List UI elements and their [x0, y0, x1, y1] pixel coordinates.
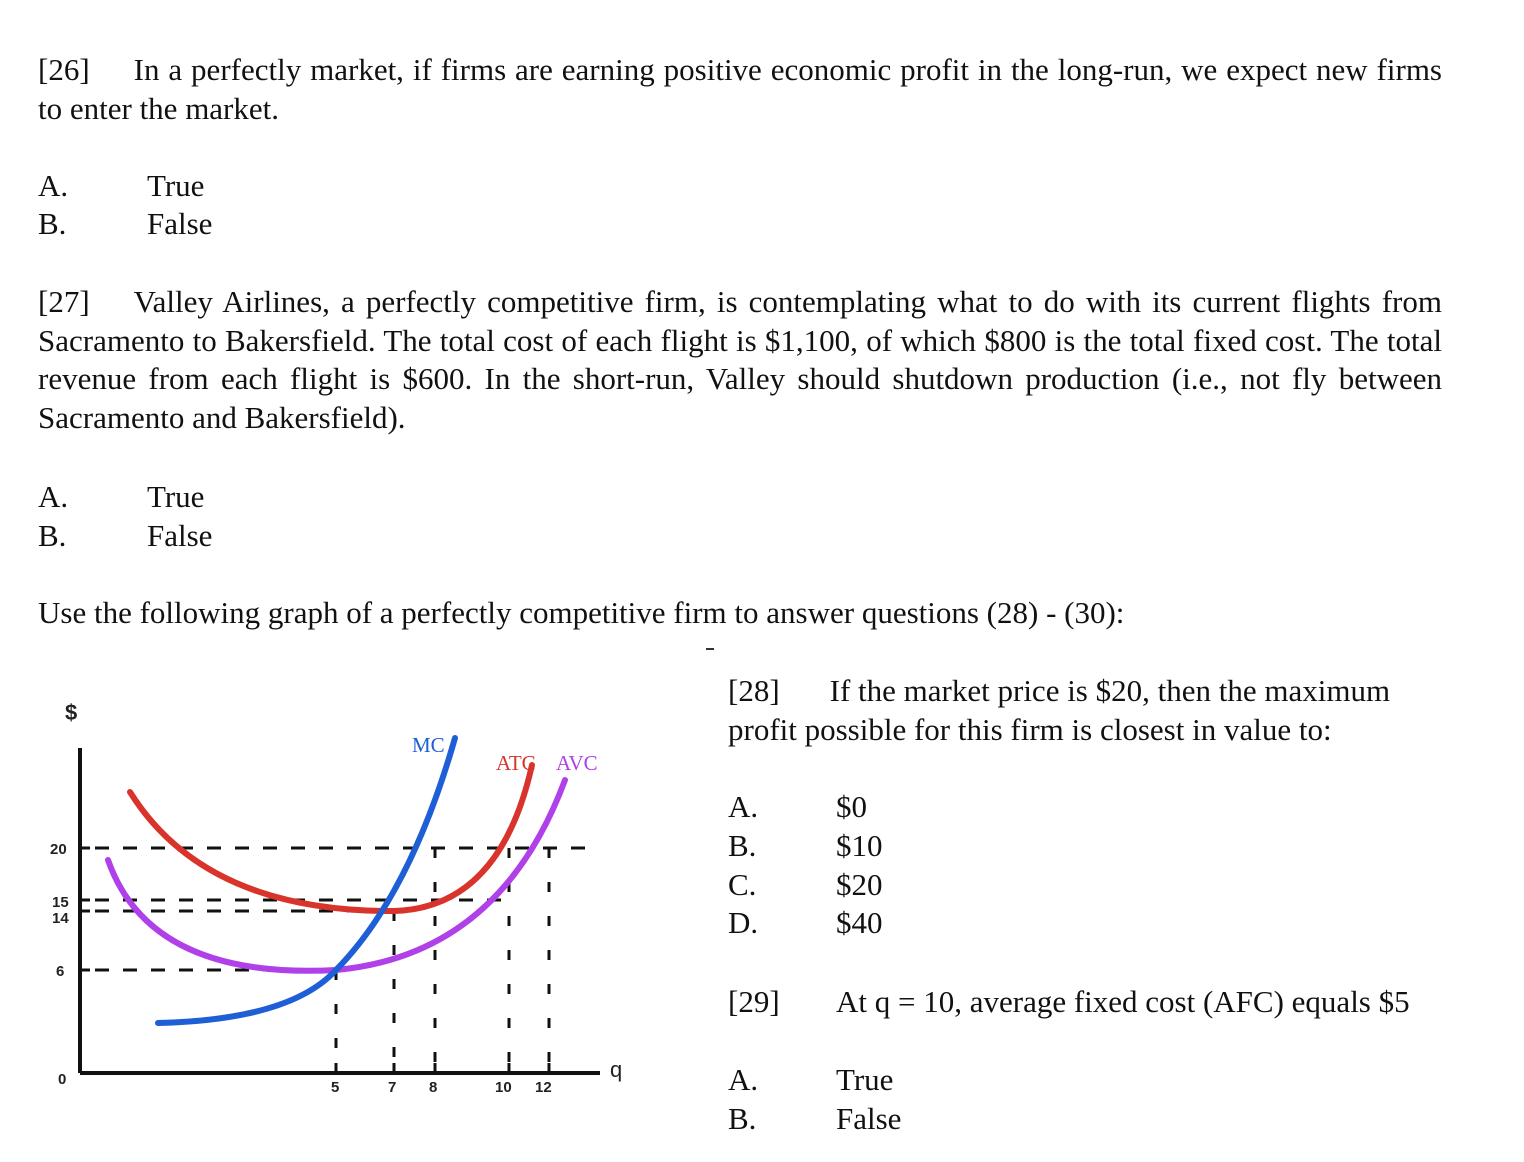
- q28-option-b-letter[interactable]: B.: [728, 828, 757, 863]
- atc-label: ATC: [496, 751, 536, 775]
- y-tick-14: 14: [52, 910, 69, 927]
- y-tick-15: 15: [52, 894, 69, 911]
- q28-option-d-text[interactable]: $40: [836, 905, 883, 940]
- graph-instruction: Use the following graph of a perfectly competitive firm to answer questions (28) - (30):: [38, 595, 1125, 630]
- y-tick-0: 0: [58, 1071, 67, 1088]
- q28-option-b-text[interactable]: $10: [836, 828, 883, 863]
- y-tick-6: 6: [56, 963, 65, 980]
- x-tick-7: 7: [388, 1079, 397, 1096]
- vertical-guides: [336, 848, 549, 1073]
- q29-option-b-text[interactable]: False: [836, 1101, 902, 1136]
- q28-option-a-letter[interactable]: A.: [728, 789, 759, 824]
- q29-option-b-letter[interactable]: B.: [728, 1101, 757, 1136]
- stray-mark: [706, 648, 714, 650]
- q26-option-b-letter[interactable]: B.: [38, 206, 67, 241]
- q28-line1: [28] If the market price is $20, then the maximum: [728, 673, 1391, 708]
- q27-option-a-letter[interactable]: A.: [38, 479, 69, 514]
- avc-label: AVC: [556, 751, 598, 775]
- q28-option-c-letter[interactable]: C.: [728, 867, 757, 902]
- x-tick-8: 8: [429, 1079, 438, 1096]
- q27-number: [27]: [38, 284, 90, 319]
- mc-curve: [158, 738, 455, 1023]
- q26-number: [26]: [38, 52, 90, 87]
- x-tick-10: 10: [495, 1079, 512, 1096]
- q27-option-b-text[interactable]: False: [147, 518, 213, 553]
- q26-option-a-letter[interactable]: A.: [38, 168, 69, 203]
- q27-option-b-letter[interactable]: B.: [38, 518, 67, 553]
- atc-curve: [130, 765, 532, 911]
- q29-number: [29]: [728, 984, 780, 1019]
- q26-question: [38, 51, 1442, 128]
- q27-question: [38, 283, 1442, 437]
- avc-curve: [108, 780, 565, 971]
- q28-option-d-letter[interactable]: D.: [728, 905, 759, 940]
- q28-line2: profit possible for this firm is closest in value to:: [728, 712, 1332, 747]
- q28-number: [28]: [728, 673, 780, 708]
- q26-option-a-text[interactable]: True: [147, 168, 205, 203]
- q26-text: In a perfectly market, if firms are earning positive economic profit in the long-run, we expect new firms to enter the market.: [38, 52, 1442, 126]
- q27-option-a-text[interactable]: True: [147, 479, 205, 514]
- mc-label: MC: [412, 733, 445, 757]
- y-axis-label: $: [65, 700, 78, 725]
- y-tick-20: 20: [50, 841, 67, 858]
- q27-text: Valley Airlines, a perfectly competitive firm, is contemplating what to do with its current flights from Sacramento to Bakersfield. The total cost of each flight is $1,100, of which $800 is the total fixed cost. The total revenue from each flight is $600. In the short-run, Valley should shutdown production (i.e., not fly between Sacramento and Bakersfield).: [38, 284, 1442, 435]
- x-tick-5: 5: [331, 1079, 340, 1096]
- cost-curves-chart: [30, 680, 680, 1120]
- q26-option-b-text[interactable]: False: [147, 206, 213, 241]
- x-tick-12: 12: [535, 1079, 552, 1096]
- q29-option-a-text[interactable]: True: [836, 1062, 894, 1097]
- q29-text: At q = 10, average fixed cost (AFC) equals $5: [836, 984, 1410, 1019]
- q29-option-a-letter[interactable]: A.: [728, 1062, 759, 1097]
- q28-option-c-text[interactable]: $20: [836, 867, 883, 902]
- q28-option-a-text[interactable]: $0: [836, 789, 867, 824]
- x-axis-label: q: [610, 1057, 623, 1082]
